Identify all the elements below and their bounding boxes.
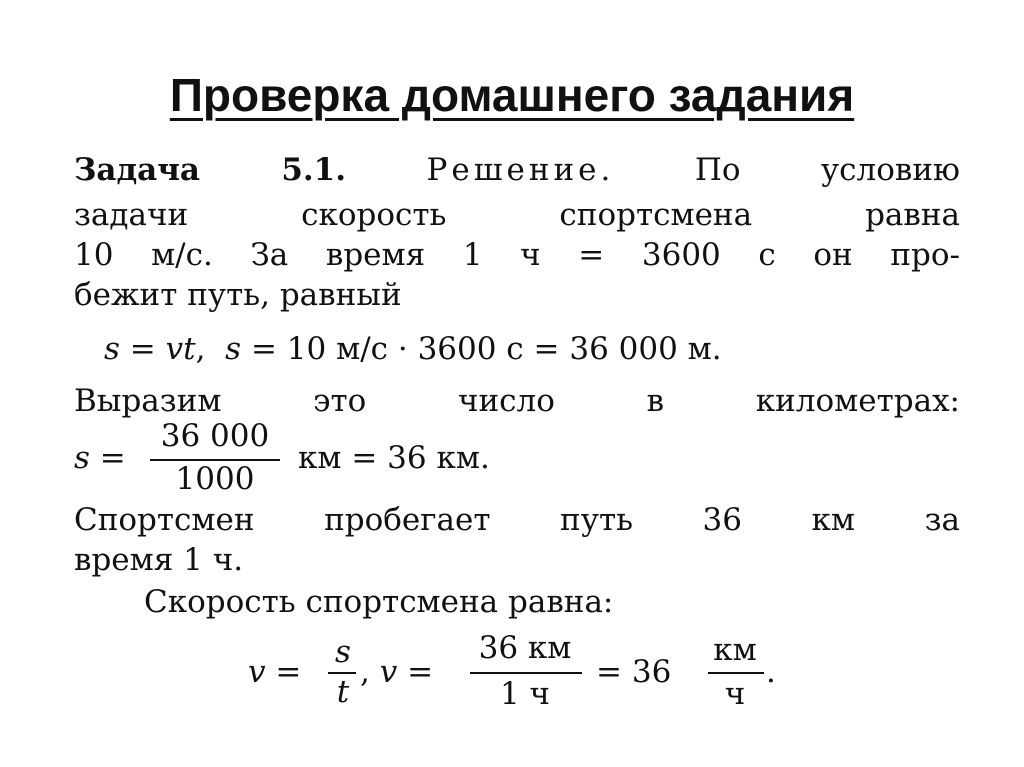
text-line-7: время 1 ч. xyxy=(74,542,244,578)
text-line-4: бежит путь, равный xyxy=(74,277,402,313)
fraction-numerator: 36 000 xyxy=(160,418,270,454)
fraction-denominator: 1000 xyxy=(175,461,255,497)
text-line-1 xyxy=(74,152,960,188)
var-v: v xyxy=(248,654,266,690)
fraction-t: t xyxy=(336,674,350,710)
var-v-2: v xyxy=(379,654,398,690)
eq-sign-5: = xyxy=(596,654,622,690)
text-line-1-rest: По условию xyxy=(694,152,960,188)
unit-numerator: км xyxy=(713,632,757,668)
var-vt: vt xyxy=(165,331,196,367)
solution-word: Решение. xyxy=(426,152,615,188)
fraction-denominator-2: 1 ч xyxy=(499,676,551,712)
eq-sign: = xyxy=(129,331,156,367)
fraction-s: s xyxy=(335,634,351,670)
var-s: s xyxy=(104,331,120,367)
text-line-8: Скорость спортсмена равна: xyxy=(144,584,614,620)
var-s-3: s xyxy=(74,440,90,476)
equation-distance: s = vt, s = 10 м/с · 3600 с = 36 000 м. xyxy=(104,331,722,367)
equation-speed-value xyxy=(596,654,671,690)
text-line-3: 10 м/с. За время 1 ч = 3600 с он про- xyxy=(74,237,960,273)
text-line-2: задачи скорость спортсмена равна xyxy=(74,197,960,233)
eq-sign-4: = xyxy=(407,654,434,690)
equation-speed-v2: , v = xyxy=(360,654,434,690)
equation-speed-v xyxy=(248,654,301,690)
text-line-5: Выразим это число в километрах: xyxy=(74,383,960,419)
equation-km-right: км = 36 км. xyxy=(298,440,490,476)
slide-title: Проверка домашнего задания xyxy=(169,69,855,121)
fraction-bar-3 xyxy=(470,672,582,674)
final-period: . xyxy=(766,654,776,690)
unit-denominator: ч xyxy=(724,676,746,712)
speed-value: 36 xyxy=(631,654,672,690)
fraction-bar-4 xyxy=(708,672,764,674)
text-line-6: Спортсмен пробегает путь 36 км за xyxy=(74,502,960,538)
fraction-numerator-2: 36 км xyxy=(478,630,572,666)
eq-sign-2: = xyxy=(99,440,126,476)
equation-distance-rest: = 10 м/с · 3600 с = 36 000 м. xyxy=(250,331,722,367)
problem-label: Задача 5.1. xyxy=(74,152,347,188)
var-s-2: s xyxy=(225,331,242,367)
equation-km-left xyxy=(74,440,126,476)
eq-sign-3: = xyxy=(275,654,302,690)
